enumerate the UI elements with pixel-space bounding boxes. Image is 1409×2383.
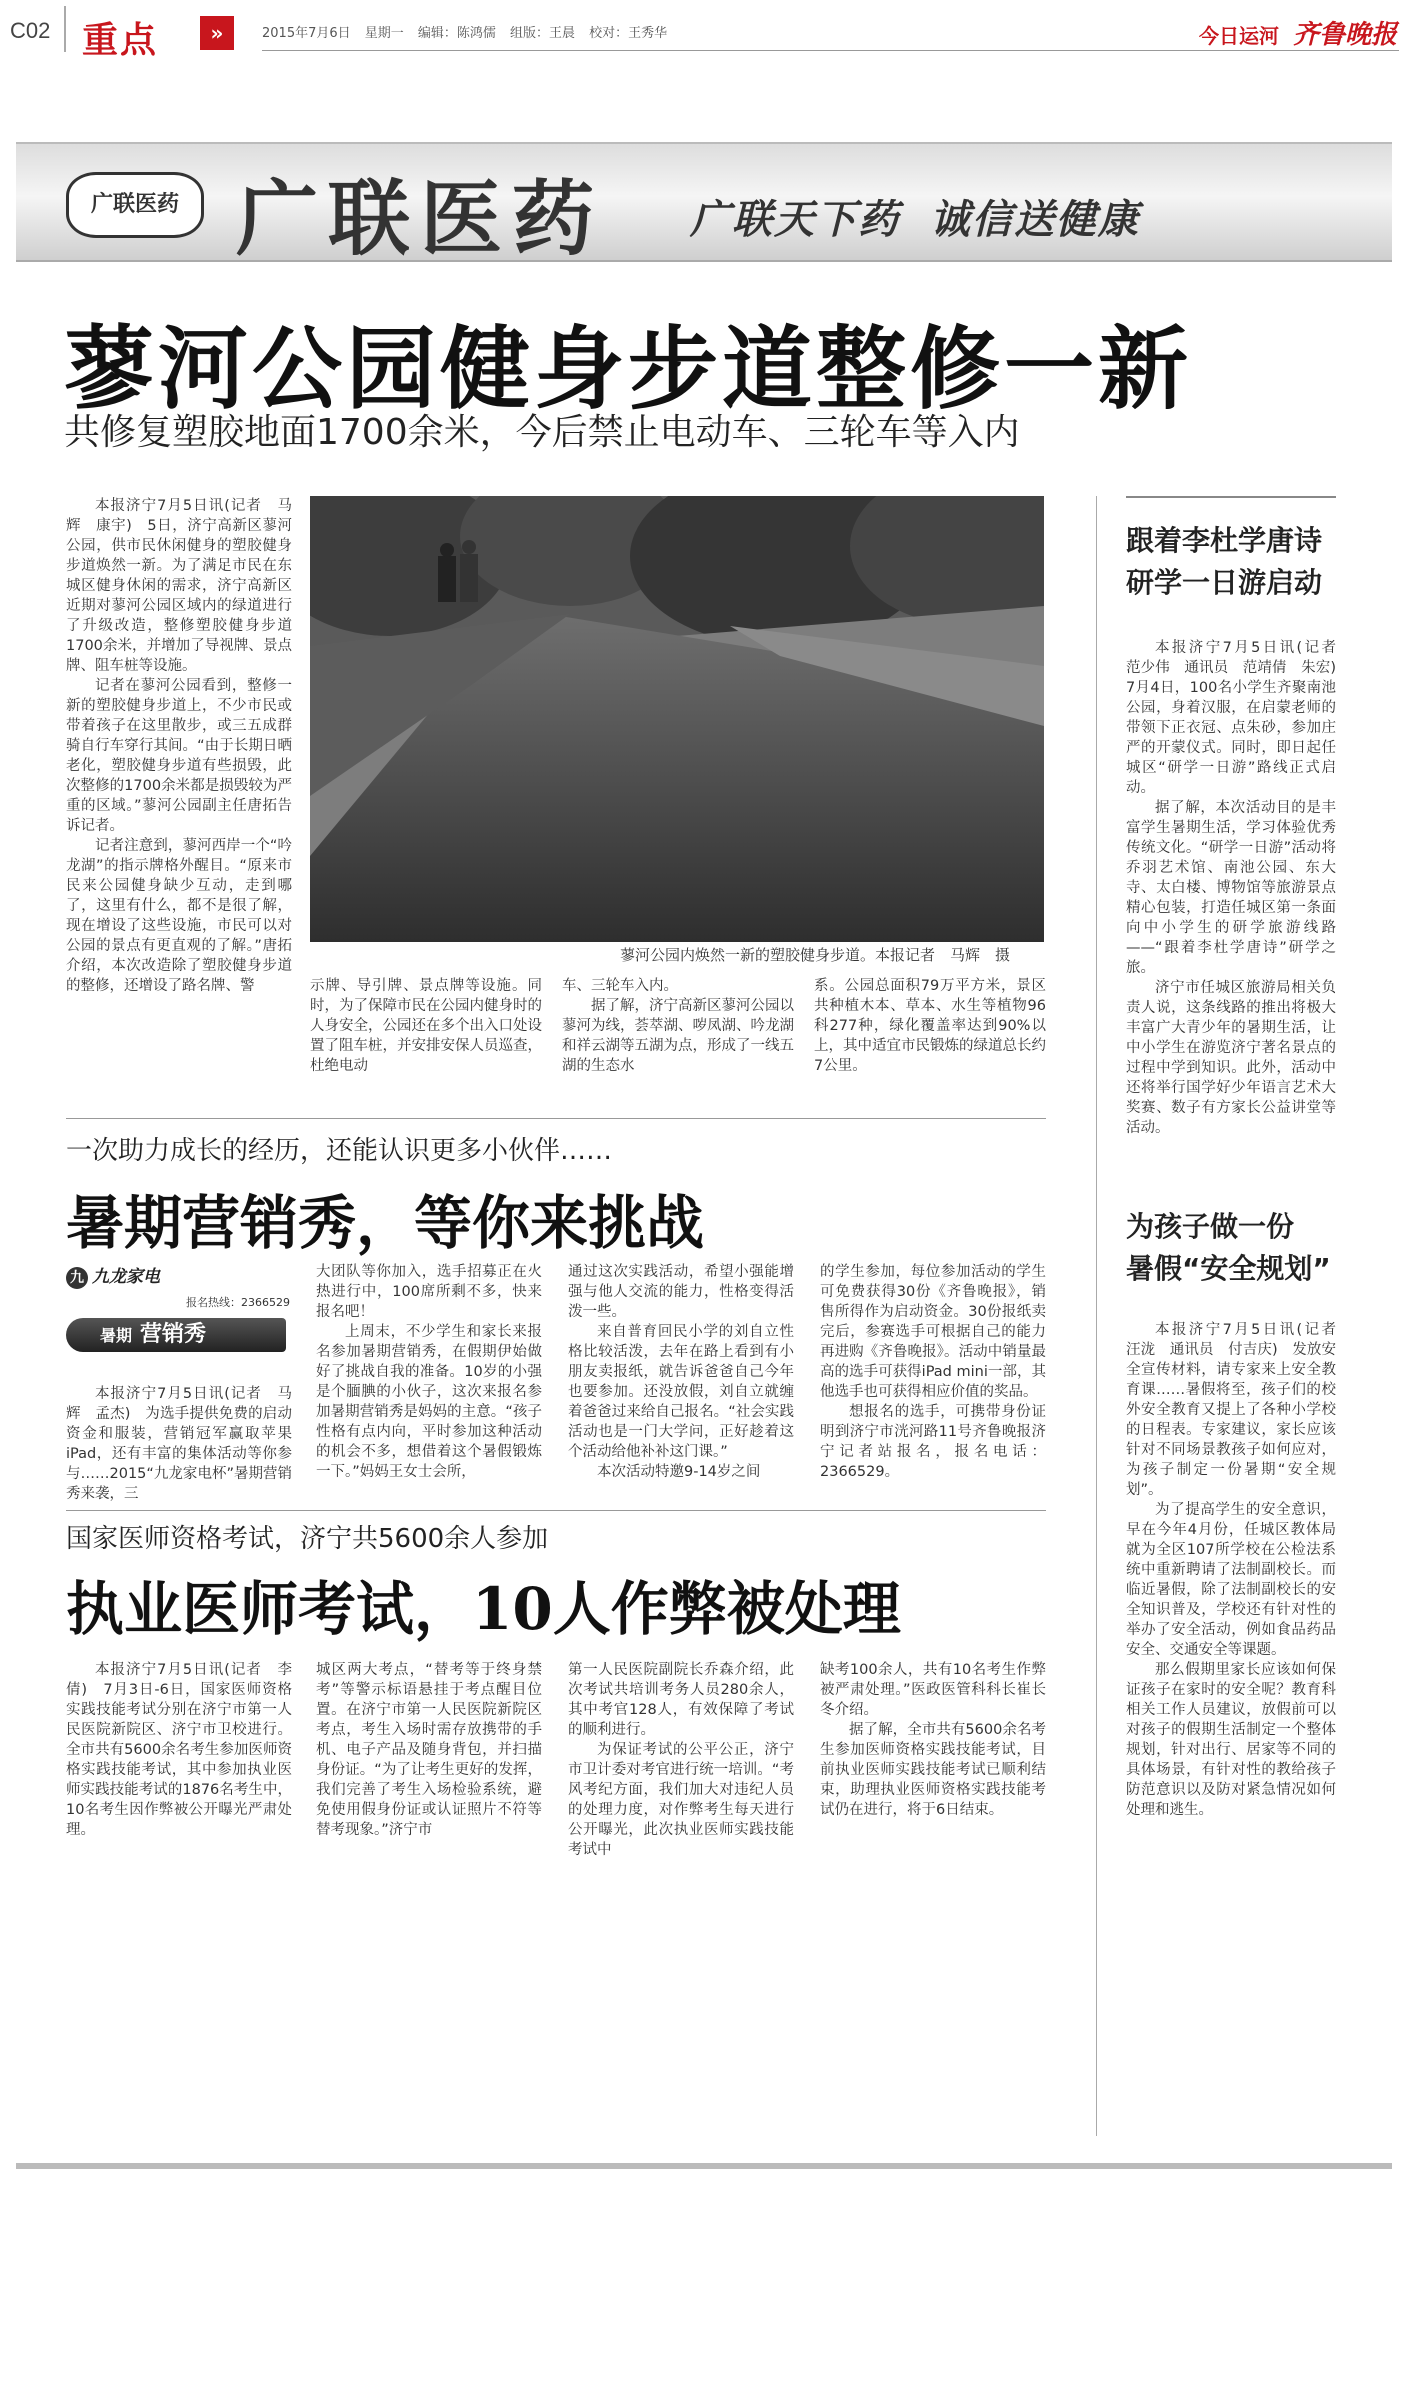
story2-kicker: 一次助力成长的经历，还能认识更多小伙伴…… xyxy=(66,1136,613,1166)
paragraph: 车、三轮车入内。 xyxy=(562,978,678,994)
story2-column-2 xyxy=(316,1262,542,1482)
section-arrow-icon: » xyxy=(200,16,234,50)
ad-banner xyxy=(16,142,1392,267)
paragraph: 缺考100余人，共有10名考生作弊被严肃处理。”医政医管科科长崔长冬介绍。 xyxy=(820,1662,1046,1718)
paragraph: 想报名的选手，可携带身份证明到济宁市洸河路11号齐鲁晚报济宁记者站报名，报名电话：2366529。 xyxy=(820,1404,1046,1480)
story2-ad xyxy=(66,1262,296,1352)
header-divider xyxy=(64,6,66,52)
story3-column-2 xyxy=(316,1660,542,1840)
paragraph: 本报济宁7月5日讯(记者 范少伟 通讯员 范靖倩 朱宏) 7月4日，100名小学生齐聚南池公园，身着汉服，在启蒙老师的带领下正衣冠、点朱砂，参加庄严的开蒙仪式。同时，即日起任城区“研学一日游”路线正式启动。 xyxy=(1126,640,1351,796)
story2-column-1 xyxy=(66,1384,292,1504)
title-line: 跟着李杜学唐诗 xyxy=(1126,524,1323,557)
title-line: 暑假“安全规划” xyxy=(1126,1252,1331,1285)
story3-headline: 执业医师考试，10人作弊被处理 xyxy=(66,1575,901,1643)
sidebar-story1-body xyxy=(1126,638,1351,1138)
page-number: C02 xyxy=(10,18,51,43)
paragraph: 城区两大考点，“替考等于终身禁考”等警示标语悬挂于考点醒目位置。在济宁市第一人民医院新院区考点，考生入场时需存放携带的手机、电子产品及随身背包，并扫描身份证。“为了让考生更好的发挥，我们完善了考生入场检验系统，避免使用假身份证或认证照片不符等替考现象。”济宁市 xyxy=(316,1662,542,1838)
badge-big: 营销秀 xyxy=(140,1322,207,1347)
paragraph: 据了解，全市共有5600余名考生参加医师资格实践技能考试，目前执业医师实践技能考试已顺利结束，助理执业医师资格实践技能考试仍在进行，将于6日结束。 xyxy=(820,1722,1046,1818)
paragraph: 第一人民医院副院长乔森介绍，此次考试共培训考务人员280余人，其中考官128人，有效保障了考试的顺利进行。 xyxy=(568,1662,794,1738)
story1-column-2 xyxy=(310,976,542,1076)
sidebar-story2-body xyxy=(1126,1320,1351,1820)
paragraph: 本报济宁7月5日讯(记者 马辉 孟杰) 为选手提供免费的启动资金和服装，营销冠军赢取苹果iPad，还有丰富的集体活动等你参与……2015“九龙家电杯”暑期营销秀来袭，三 xyxy=(66,1386,292,1502)
sidebar-divider xyxy=(1096,496,1097,2136)
masthead xyxy=(1199,14,1397,51)
paragraph: 系。公园总面积79万平方米，景区共种植木本、草本、水生等植物96科277种，绿化覆盖率达到90%以上，其中适宜市民锻炼的绿道总长约7公里。 xyxy=(814,978,1046,1074)
story2-headline: 暑期营销秀，等你来挑战 xyxy=(66,1189,705,1257)
story2-column-3 xyxy=(568,1262,794,1482)
story1-column-1 xyxy=(66,496,292,996)
paragraph: 记者在蓼河公园看到，整修一新的塑胶健身步道上，不少市民或带着孩子在这里散步，或三五成群骑自行车穿行其间。“由于长期日晒老化，塑胶健身步道有些损毁，此次整修的1700余米都是损毁较为严重的区域。”蓼河公园副主任唐拓告诉记者。 xyxy=(66,678,292,834)
ad-brand-name: 九龙家电 xyxy=(92,1267,160,1287)
ad-brand xyxy=(66,1262,160,1289)
divider xyxy=(66,1118,1046,1119)
ad-hotline: 报名热线：2366529 xyxy=(186,1296,290,1309)
paragraph: 来自普育回民小学的刘自立性格比较活泼，去年在路上看到有小朋友卖报纸，就告诉爸爸自己今年也要参加。还没放假，刘自立就缠着爸爸过来给自己报名。“社会实践活动也是一门大学问，正好趁着这个活动给他补补这门课。” xyxy=(568,1324,794,1460)
paragraph: 为保证考试的公平公正，济宁市卫计委对考官进行统一培训。“考风考纪方面，我们加大对违纪人员的处理力度，对作弊考生每天进行公开曝光，此次执业医师实践技能考试中 xyxy=(568,1742,794,1858)
story2-column-4 xyxy=(820,1262,1046,1482)
story1-column-3 xyxy=(562,976,794,1076)
ad-slogan: 广联天下药 诚信送健康 xyxy=(690,197,1140,243)
issue-meta: 2015年7月6日 星期一 编辑：陈鸿儒 组版：王晨 校对：王秀华 xyxy=(262,26,668,41)
ad-logo: 广联医药 xyxy=(66,172,204,238)
story1-photo xyxy=(310,496,1044,942)
ad-brand-name: 广联医药 xyxy=(236,171,605,267)
story1-headline: 蓼河公园健身步道整修一新 xyxy=(64,316,1192,422)
paragraph: 本报济宁7月5日讯(记者 李倩) 7月3日-6日，国家医师资格实践技能考试分别在济宁市第一人民医院新院区、济宁市卫校进行。全市共有5600余名考生参加医师资格实践技能考试，其中参加执业医师实践技能考试的1876名考生中，10名考生因作弊被公开曝光严肃处理。 xyxy=(66,1662,292,1838)
ad-badge xyxy=(66,1318,286,1352)
sidebar-story1-title xyxy=(1126,520,1322,604)
paragraph: 的学生参加，每位参加活动的学生可免费获得30份《齐鲁晚报》，销售所得作为启动资金。30份报纸卖完后，参赛选手可根据自己的能力再进购《齐鲁晚报》。活动中销量最高的选手可获得iPad mini一部，其他选手也可获得相应价值的奖品。 xyxy=(820,1264,1046,1400)
title-line: 研学一日游启动 xyxy=(1126,566,1323,599)
paragraph: 本报济宁7月5日讯(记者 汪泷 通讯员 付吉庆) 发放安全宣传材料，请专家来上安全教育课……暑假将至，孩子们的校外安全教育又提上了各种小学校的日程表。专家建议，家长应该针对不同场景教孩子如何应对，为孩子制定一份暑期“安全规划”。 xyxy=(1126,1322,1351,1498)
story1-column-4 xyxy=(814,976,1046,1076)
page-header xyxy=(0,0,1409,60)
paragraph: 本次活动特邀9-14岁之间 xyxy=(597,1464,761,1480)
story1-subhead: 共修复塑胶地面1700余米，今后禁止电动车、三轮车等入内 xyxy=(64,412,1020,453)
sidebar-story2-title xyxy=(1126,1206,1331,1290)
footer-rule xyxy=(16,2163,1392,2169)
paragraph: 为了提高学生的安全意识，早在今年4月份，任城区教体局就为全区107所学校在公检法系统中重新聘请了法制副校长。而临近暑假，除了法制副校长的安全知识普及，学校还有针对性的举办了安全活动，例如食品药品安全、交通安全等课题。 xyxy=(1126,1502,1336,1658)
paragraph: 示牌、导引牌、景点牌等设施。同时，为了保障市民在公园内健身时的人身安全，公园还在多个出入口处设置了阻车桩，并安排安保人员巡查，杜绝电动 xyxy=(310,978,542,1074)
story3-column-3 xyxy=(568,1660,794,1860)
header-rule xyxy=(262,50,1399,51)
paragraph: 上周末，不少学生和家长来报名参加暑期营销秀，在假期伊始做好了挑战自我的准备。10岁的小强是个腼腆的小伙子，这次来报名参加暑期营销秀是妈妈的主意。“孩子性格有点内向，平时参加这种活动的机会不多，想借着这个暑假锻炼一下。”妈妈王女士会所， xyxy=(316,1324,542,1480)
paragraph: 记者注意到，蓼河西岸一个“吟龙湖”的指示牌格外醒目。“原来市民来公园健身缺少互动，走到哪了，这里有什么，都不是很了解，现在增设了这些设施，市民可以对公园的景点有更直观的了解。”唐拓介绍，本次改造除了塑胶健身步道的整修，还增设了路名牌、警 xyxy=(66,838,292,994)
section-title: 重点 xyxy=(82,20,159,61)
paragraph: 大团队等你加入，选手招募正在火热进行中，100席所剩不多，快来报名吧！ xyxy=(316,1264,542,1320)
brand-mark-icon: 九 xyxy=(66,1267,88,1289)
photo-caption: 蓼河公园内焕然一新的塑胶健身步道。本报记者 马辉 摄 xyxy=(619,946,1010,964)
paragraph: 本报济宁7月5日讯(记者 马辉 康宇) 5日，济宁高新区蓼河公园，供市民休闲健身的塑胶健身步道焕然一新。为了满足市民在东城区健身休闲的需求，济宁高新区近期对蓼河公园区域内的绿道进行了升级改造，整修塑胶健身步道1700余米，并增加了导视牌、景点牌、阻车桩等设施。 xyxy=(66,498,292,674)
badge-small: 暑期 xyxy=(100,1326,133,1345)
paragraph: 那么假期里家长应该如何保证孩子在家时的安全呢？教育科相关工作人员建议，放假前可以对孩子的假期生活制定一个整体规划，针对出行、居家等不同的具体场景，有针对性的教给孩子防范意识以及防对紧急情况如何处理和逃生。 xyxy=(1126,1662,1336,1818)
story3-column-1 xyxy=(66,1660,292,1840)
park-path-image xyxy=(310,496,1044,942)
paragraph: 济宁市任城区旅游局相关负责人说，这条线路的推出将极大丰富广大青少年的暑期生活，让中小学生在游览济宁著名景点的过程中学到知识。此外，活动中还将举行国学好少年语言艺术大奖赛、数子有方家长公益讲堂等活动。 xyxy=(1126,980,1336,1136)
paragraph: 通过这次实践活动，希望小强能增强与他人交流的能力，性格变得活泼一些。 xyxy=(568,1264,794,1320)
title-line: 为孩子做一份 xyxy=(1126,1210,1295,1243)
section-label: 今日运河 xyxy=(1198,24,1279,48)
story3-column-4 xyxy=(820,1660,1046,1820)
divider xyxy=(66,1510,1046,1511)
story3-kicker: 国家医师资格考试，济宁共5600余人参加 xyxy=(66,1524,549,1554)
paper-name-logo: 齐鲁晚报 xyxy=(1292,20,1397,50)
paragraph: 据了解，济宁高新区蓼河公园以蓼河为线，荟萃湖、哕凤湖、吟龙湖和祥云湖等五湖为点，形成了一线五湖的生态水 xyxy=(562,998,794,1074)
sidebar-rule xyxy=(1126,496,1336,498)
paragraph: 据了解，本次活动目的是丰富学生暑期生活，学习体验优秀传统文化。“研学一日游”活动将乔羽艺术馆、南池公园、东大寺、太白楼、博物馆等旅游景点精心包装，打造任城区第一条面向中小学生的研学旅游线路——“跟着李杜学唐诗”研学之旅。 xyxy=(1126,800,1336,976)
